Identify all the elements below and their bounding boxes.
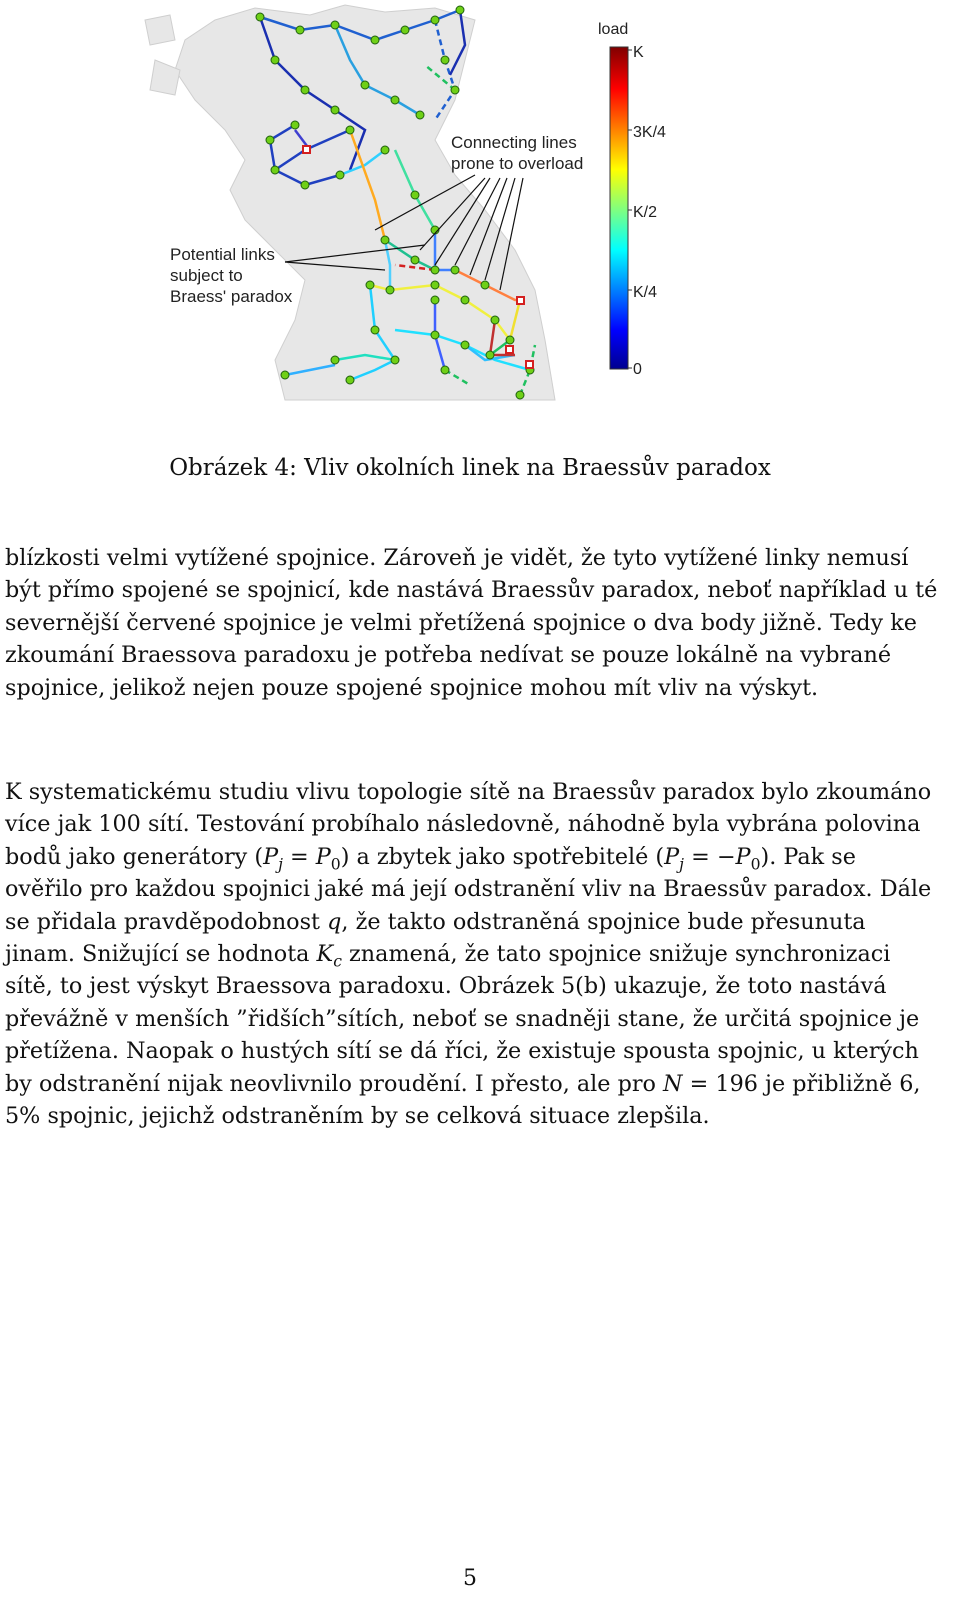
potential-links-label-2: subject to: [170, 266, 243, 285]
map-background: [145, 5, 555, 400]
load-colorbar: [610, 47, 628, 369]
colorbar-tick-k4: K/4: [633, 284, 658, 301]
colorbar-tick-3k4: 3K/4: [633, 124, 666, 141]
body-paragraph-2: K systematickému studiu vlivu topologie sítě na Braessův paradox bylo zkoumáno více jak 100 sítí. Testování probíhalo následovně, náhodně byla vybrána polovina bodů jako generátory $(P_j = P_0)$ a zbytek jako spotřebitelé $(P_j = -P_0)$. Pak se ověřilo pro každou spojnici jaké má její odstranění vliv na Braessův paradox. Dále se přidala pravděpodobnost q, že takto odstraněná spojnice bude přesunuta jinam. Snižující se hodnota $K_c$ znamená, že tato spojnice snižuje synchronizaci sítě, to jest výskyt Braessova paradoxu. Obrázek 5(b) ukazuje, že toto nastává převážně v menších ”řidších”sítích, neboť se snadněji stane, že určitá spojnice je přetížena. Naopak o hustých sítí se dá říci, že existuje spousta spojnic, u kterých by odstranění nijak neovlivnilo proudění. I přesto, ale pro N = 196 je přibližně 6, 5% spojnic, jejichž odstraněním by se celková situace zlepšila.: [5, 779, 932, 1130]
connecting-lines-label-2: prone to overload: [451, 154, 584, 173]
connecting-lines-label-1: Connecting lines: [451, 133, 577, 152]
potential-links-label-3: Braess' paradox: [170, 287, 293, 306]
colorbar-tick-k: K: [633, 44, 644, 61]
potential-links-label-1: Potential links: [170, 245, 275, 264]
colorbar-title: load: [598, 21, 629, 38]
colorbar-tick-k2: K/2: [633, 204, 658, 221]
figure-caption: Obrázek 4: Vliv okolních linek na Braessův paradox: [169, 455, 771, 481]
page-number: 5: [463, 1566, 477, 1591]
body-paragraph-1: blízkosti velmi vytížené spojnice. Zároveň je vidět, že tyto vytížené linky nemusí být přímo spojené se spojnicí, kde nastává Braessův paradox, neboť například u té severnější červené spojnice je velmi přetížená spojnice o dva body jižně. Tedy ke zkoumání Braessova paradoxu je potřeba nedívat se pouze lokálně na vybrané spojnice, jelikož nejen pouze spojené spojnice mohou mít vliv na výskyt.: [5, 545, 938, 701]
braess-network-figure: [135, 0, 675, 405]
colorbar-tick-0: 0: [633, 361, 642, 378]
